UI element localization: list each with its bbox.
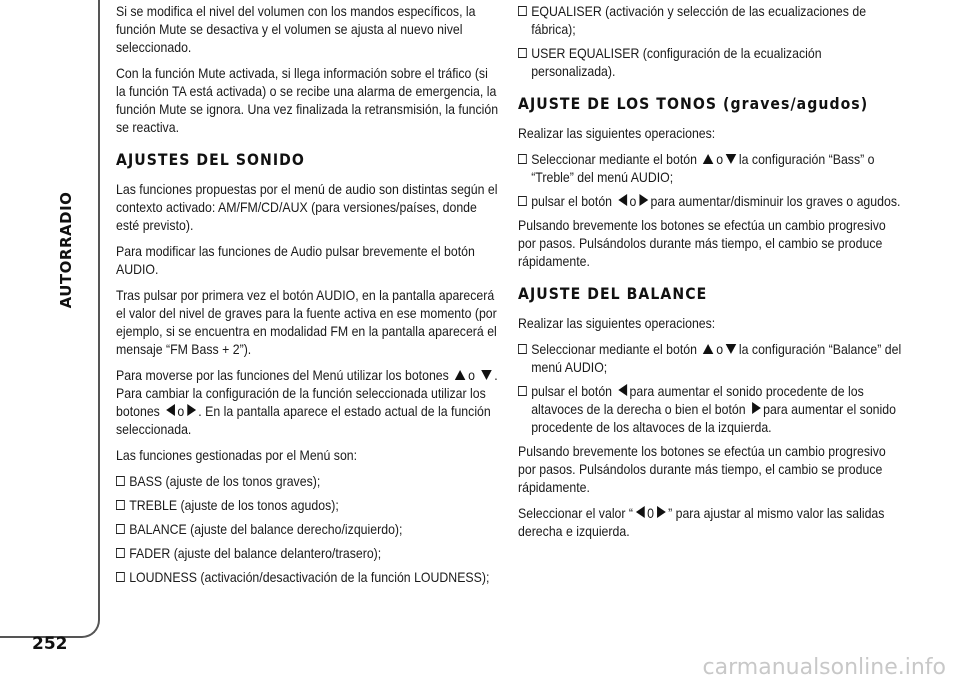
left-column [116,2,500,592]
text: o [629,193,637,209]
paragraph: Las funciones gestionadas por el Menú son: [116,447,358,463]
paragraph: Si se modifica el nivel del volumen con los mandos específicos, la función Mute se desactiva y el volumen se ajusta al nuevo nivel seleccionado. [116,3,476,55]
text: o [177,403,185,419]
down-arrow-icon [481,370,492,380]
paragraph: Con la función Mute activada, si llega información sobre el tráfico (si la función TA está activada) o se recibe una alarma de emergencia, la función Mute se ignora. Una vez finalizada la retransmisión, la función se reactiva. [116,65,499,135]
list-item [518,2,905,38]
sidebar-frame [0,0,100,638]
text: la configuración “Balance” del menú AUDIO; [531,341,902,375]
text: o [716,341,724,357]
paragraph: Realizar las siguientes operaciones: [518,125,716,141]
up-arrow-icon [703,344,714,354]
checkbox-bullet-icon [116,476,125,486]
paragraph: Para modificar las funciones de Audio pulsar brevemente el botón AUDIO. [116,243,475,277]
list-item [518,382,905,436]
right-column [518,2,905,548]
paragraph: Pulsando brevemente los botones se efectúa un cambio progresivo por pasos. Pulsándolos durante más tiempo, el cambio se produce rápidamente. [518,443,886,495]
right-arrow-icon [639,194,648,206]
down-arrow-icon [726,344,737,354]
paragraph: Pulsando brevemente los botones se efectúa un cambio progresivo por pasos. Pulsándolos durante más tiempo, el cambio se produce rápidamente. [518,217,886,269]
text: . En la pantalla aparece el estado actual de la función seleccionada. [116,403,491,437]
text: Seleccionar el valor “ [518,505,634,521]
text: para aumentar/disminuir los graves o agudos. [650,193,901,209]
list-item [518,192,905,210]
list-item [116,544,500,562]
text: Seleccionar mediante el botón [531,151,697,167]
left-arrow-icon [636,506,645,518]
text: pulsar el botón [531,383,613,399]
paragraph [518,504,905,540]
text: 0 [647,505,654,521]
text: . Para cambiar la configuración de la función seleccionada utilizar los botones [116,367,498,419]
list-item [116,472,500,490]
left-arrow-icon [618,384,627,396]
up-arrow-icon [455,370,466,380]
checkbox-bullet-icon [518,6,527,16]
checkbox-bullet-icon [116,572,125,582]
list-item [518,150,905,186]
right-arrow-icon [657,506,666,518]
section-heading: AJUSTE DEL BALANCE [518,284,708,303]
list-item [518,44,905,80]
down-arrow-icon [726,154,737,164]
text: para aumentar el sonido procedente de los altavoces de la izquierda. [531,401,896,435]
text: ” para ajustar al mismo valor las salidas derecha e izquierda. [518,505,885,539]
list-item-text: LOUDNESS (activación/desactivación de la función LOUDNESS); [129,569,490,585]
list-item-text: USER EQUALISER (configuración de la ecualización personalizada). [531,45,822,79]
up-arrow-icon [703,154,714,164]
watermark: carmanualsonline.info [702,655,946,680]
sidebar [0,0,100,654]
right-arrow-icon [752,402,761,414]
list-item-text: FADER (ajuste del balance delantero/trasero); [129,545,382,561]
section-heading: AJUSTES DEL SONIDO [116,150,305,169]
checkbox-bullet-icon [116,524,125,534]
list-item-text: EQUALISER (activación y selección de las ecualizaciones de fábrica); [531,3,867,37]
text: Para moverse por las funciones del Menú utilizar los botones [116,367,449,383]
list-item [116,496,500,514]
text: o [468,367,475,383]
right-arrow-icon [187,404,196,416]
checkbox-bullet-icon [518,48,527,58]
checkbox-bullet-icon [116,548,125,558]
page-number: 252 [32,634,68,654]
text: para aumentar el sonido procedente de los altavoces de la derecha o bien el botón [531,383,864,417]
checkbox-bullet-icon [116,500,125,510]
list-item-text: TREBLE (ajuste de los tonos agudos); [129,497,339,513]
left-arrow-icon [166,404,175,416]
list-item [116,568,500,586]
checkbox-bullet-icon [518,386,527,396]
checkbox-bullet-icon [518,196,527,206]
text: o [716,151,724,167]
checkbox-bullet-icon [518,344,527,354]
paragraph [116,366,500,438]
left-arrow-icon [618,194,627,206]
section-title: AUTORRADIO [57,191,75,309]
checkbox-bullet-icon [518,154,527,164]
section-heading: AJUSTE DE LOS TONOS (graves/agudos) [518,94,869,113]
list-item [116,520,500,538]
text: pulsar el botón [531,193,613,209]
text: la configuración “Bass” o “Treble” del menú AUDIO; [531,151,875,185]
text: Seleccionar mediante el botón [531,341,697,357]
list-item-text: BASS (ajuste de los tonos graves); [129,473,321,489]
paragraph: Las funciones propuestas por el menú de audio son distintas según el contexto activado: AM/FM/CD/AUX (para versiones/países, donde esté previsto). [116,181,498,233]
list-item [518,340,905,376]
paragraph: Tras pulsar por primera vez el botón AUDIO, en la pantalla aparecerá el valor del nivel de graves para la fuente activa en ese momento (por ejemplo, si se encuentra en modalidad FM en la pantalla aparecerá el mensaje “FM Bass + 2”). [116,287,497,357]
paragraph: Realizar las siguientes operaciones: [518,315,716,331]
list-item-text: BALANCE (ajuste del balance derecho/izquierdo); [129,521,403,537]
